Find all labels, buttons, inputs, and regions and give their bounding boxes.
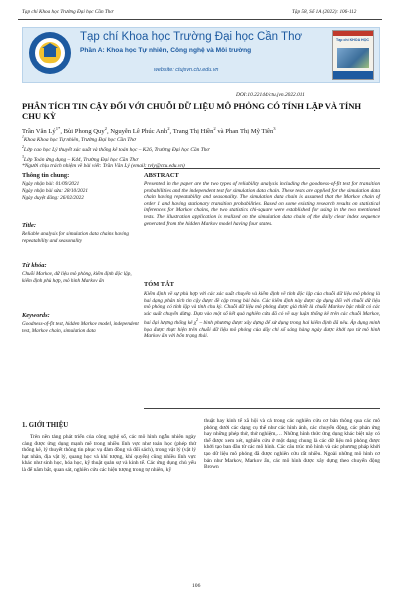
doi-link[interactable]: DOI:10.22144/ctu.jvn.2022.011 bbox=[236, 92, 305, 98]
date-revised: Ngày nhận bài sửa: 28/10/2021 bbox=[22, 188, 88, 194]
paper-title: PHÂN TÍCH TIN CẬY ĐỐI VỚI CHUỖI DỮ LIỆU MÔ PHỎNG CÓ TÍNH LẶP VÀ TÍNH CHU KỲ bbox=[22, 101, 362, 121]
info-heading: Thông tin chung: bbox=[22, 172, 70, 179]
abstract-top-divider bbox=[144, 168, 380, 169]
journal-cover-thumbnail bbox=[332, 30, 374, 80]
keywords-vi-text: Chuỗi Markov, dữ liệu mô phỏng, kiểm định độc lập, kiểm định phù hợp, mô hình Markov ẩn bbox=[22, 271, 132, 284]
abstract-text: Presented in the paper are the two types of reliability analysis including the goodness-of-fit test for transition probabilities and the independent test for simulation data chain. These tests are applied for the simulation data chain having repeatability and seasonality. The simulation data chain is assumed that the Markov chain of order 1 and having stationary transition probabilities. Based on some existing research results on statistical inferences for Markov chains, the two statistics chi-square were established for using in the two mentioned tests. The illustration application is realized on the simulation data chain of the daily clear index sequence generated from the hidden Markov model having four states. bbox=[144, 181, 380, 227]
keywords-en-heading: Keywords: bbox=[22, 312, 50, 319]
banner-subtitle: Phần A: Khoa học Tự nhiên, Công nghệ và Môi trường bbox=[80, 47, 252, 54]
affiliations bbox=[22, 134, 378, 170]
affiliation-2: $^2$Lớp cao học Lý thuyết xác suất và thống kê toán học – K26, Trường Đại học Cần Thơ bbox=[22, 144, 210, 153]
banner-title: Tạp chí Khoa học Trường Đại học Cần Thơ bbox=[80, 31, 303, 43]
keywords-en-text: Goodness-of-fit test, hidden Markov model, independent test, Markov chain, simulation data bbox=[22, 321, 139, 334]
title-en-text: Reliable analysis for simulation data chains having repeatability and seasonality bbox=[22, 231, 129, 244]
section-heading-introduction: 1. GIỚI THIỆU bbox=[22, 422, 69, 429]
author-list: Trần Văn $Lý^{1*}$, Bùi Phong Quy$^2$, Nguyễn Lê Phúc Anh$^2$, Trang Thị Hiền$^2$ và Phan Thị Mỹ Tiên$^3$ bbox=[22, 126, 276, 136]
tomtat-text: Kiểm định về sự phù hợp với các xác suất chuyển và kiểm định về tính độc lập của chuỗi dữ liệu mô phỏng là hai dạng phân tích tin cậy được đề cập trong bài báo. Các kiểm định này được áp dụng đối với chuỗi dữ liệu mô phỏng có tính lặp và tính chu kỳ. Chuỗi dữ liệu mô phỏng được giả thiết là chuỗi Markov bậc nhất có các xác suất chuyển dừng. Dựa vào một số kết quả nghiên cứu đã có về suy luận thống kê trên các chuỗi Markov, hai đại lượng thống kê $\chi^2$ – bình phương được xây dựng để sử dụng trong hai kiểm định đã nêu. Áp dụng minh họa được thực hiện trên chuỗi dữ liệu mô phỏng của dãy chỉ số sáng hàng ngày được khởi tạo từ mô hình Markov ẩn với bốn trạng thái. bbox=[144, 291, 380, 340]
cover-text: Tạp chí KHOA HỌC bbox=[336, 38, 370, 42]
title-en-heading: Title: bbox=[22, 222, 36, 229]
tomtat-heading: TÓM TẮT bbox=[144, 281, 174, 288]
abstract-bottom-divider bbox=[144, 408, 380, 409]
banner-website[interactable]: website: ctujsvn.ctu.edu.vn bbox=[154, 67, 219, 73]
corresponding-author: *Người chịu trách nhiệm về bài viết: Trần Văn Lý (email: tvly@ctu.edu.vn) bbox=[22, 163, 185, 170]
intro-left-text: Trên nền tảng phát triển của công nghệ số, các mô hình ngẫu nhiên ngày càng được ứng dụng mạnh mẽ trong nhiều lĩnh vực như toán học (phép thử thống kê, lý thuyết thông tin phục vụ đảm đồng và đối sách), trong vật lý (vật lý hạt nhân, địa vật lý, quang học và khí tượng, khí quyển) cũng nhiều lĩnh vực khác như sinh học, hóa học, kỹ thuật quản sự và kinh tế. Các ứng dụng chủ yếu là để năm bắt, quan sát, nghiên cứu các hiện tượng trong tự nhiên, kỹ bbox=[22, 434, 196, 473]
header-divider bbox=[18, 19, 382, 20]
issue-header: Tập 58, Số 1A (2022): 106-112 bbox=[292, 9, 357, 15]
page-number: 106 bbox=[192, 583, 201, 589]
keywords-vi-heading: Từ khóa: bbox=[22, 262, 47, 269]
affiliation-3: $^3$Lớp Toán ứng dụng – K44, Trường Đại học Cần Thơ bbox=[22, 154, 139, 163]
intro-right-text: thuật hay kinh tế xã hội và cả trong các nghiên cứu cơ bản thông qua các mô phỏng dưới các dạng cụ thể như các hình ảnh, các chuyển động, các phản ứng hay những phép thử, thử nghiệm,… Những hình thức ứng dụng khác biệt này có thể được xem xét, nghiên cứu ở một dạng chung là các dữ liệu mô phỏng được khởi tạo ban đầu từ các mô hình. Các câu trúc mô hình và các phương pháp khởi tạo dữ liệu mô phỏng đã được nghiên cứu rất nhiều. Ngoài những mô hình cơ bản như Markov, Markov ẩn, các mô hình được xây dựng theo chuyển động Brown bbox=[204, 418, 380, 471]
affiliation-1: $^1$Khoa Khoa học Tự nhiên, Trường Đại học Cần Thơ bbox=[22, 135, 136, 143]
journal-header: Tạp chí Khoa học Trường Đại học Cần Thơ bbox=[22, 9, 114, 15]
date-received: Ngày nhận bài: 01/09/2021 bbox=[22, 181, 80, 187]
abstract-heading: ABSTRACT bbox=[144, 172, 179, 179]
university-logo-icon bbox=[27, 30, 73, 76]
date-accepted: Ngày duyệt đăng: 26/02/2022 bbox=[22, 195, 84, 201]
